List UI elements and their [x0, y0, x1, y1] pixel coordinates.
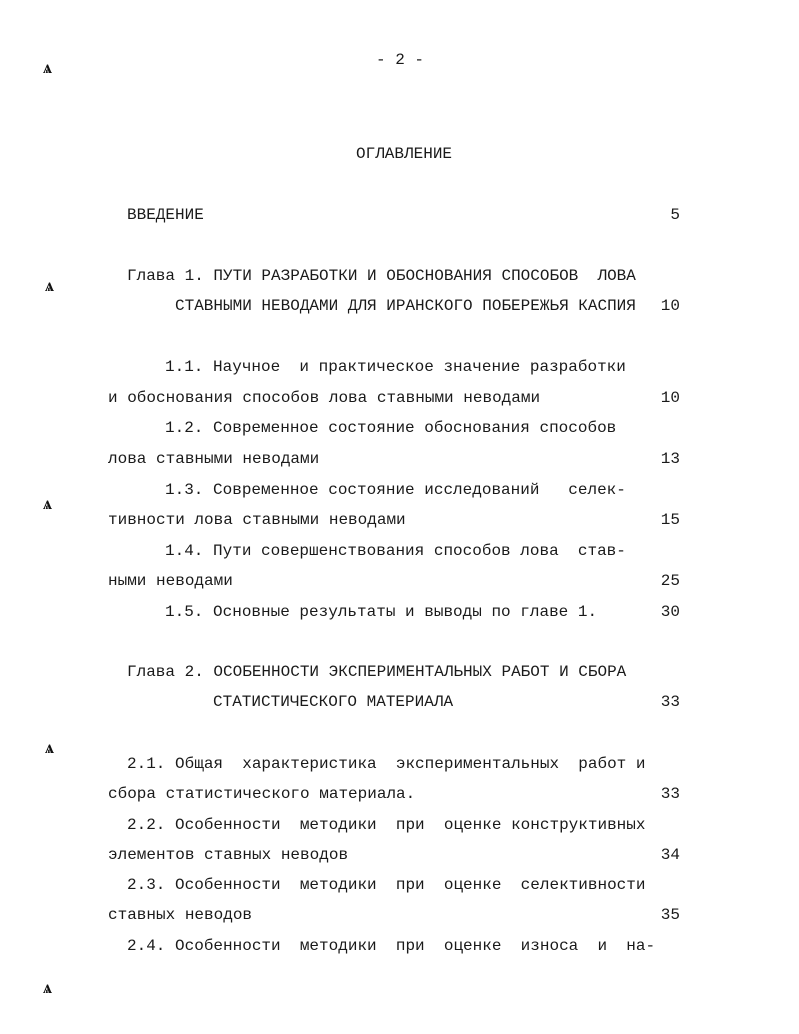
toc-section-1-2-page: 13 — [660, 450, 680, 468]
toc-section-2-3-page: 35 — [660, 906, 680, 924]
toc-chapter1-line2: СТАВНЫМИ НЕВОДАМИ ДЛЯ ИРАНСКОГО ПОБЕРЕЖЬЯ КАСПИЯ — [175, 297, 636, 315]
toc-chapter1-page: 10 — [660, 297, 680, 315]
toc-heading: ОГЛАВЛЕНИЕ — [356, 145, 453, 163]
toc-section-1-5-page: 30 — [660, 603, 680, 621]
toc-chapter2-line2: СТАТИСТИЧЕСКОГО МАТЕРИАЛА — [213, 693, 454, 711]
toc-section-2-4-line1: 2.4. Особенности методики при оценке износа и на- — [127, 937, 656, 955]
toc-chapter2-page: 33 — [660, 693, 680, 711]
toc-section-1-1-page: 10 — [660, 389, 680, 407]
toc-intro-label: ВВЕДЕНИЕ — [127, 206, 204, 224]
toc-section-1-3-line2: тивности лова ставными неводами — [108, 511, 406, 529]
margin-mark-1: ѧ — [43, 57, 52, 78]
toc-section-2-3-line1: 2.3. Особенности методики при оценке селективности — [127, 876, 646, 894]
toc-chapter1-line1: Глава 1. ПУТИ РАЗРАБОТКИ И ОБОСНОВАНИЯ СПОСОБОВ ЛОВА — [127, 267, 636, 285]
toc-section-1-3-line1: 1.3. Современное состояние исследований селек- — [165, 481, 626, 499]
toc-section-2-2-line2: элементов ставных неводов — [108, 846, 349, 864]
margin-mark-3: ѧ — [43, 493, 52, 514]
toc-section-2-1-page: 33 — [660, 785, 680, 803]
toc-section-1-2-line2: лова ставными неводами — [108, 450, 320, 468]
toc-section-2-2-page: 34 — [660, 846, 680, 864]
toc-section-1-4-page: 25 — [660, 572, 680, 590]
toc-section-1-1-line2: и обоснования способов лова ставными неводами — [108, 389, 541, 407]
page-number: - 2 - — [376, 51, 425, 69]
margin-mark-5: ѧ — [43, 977, 52, 998]
toc-section-2-1-line2: сбора статистического материала. — [108, 785, 416, 803]
toc-section-1-1-line1: 1.1. Научное и практическое значение разработки — [165, 358, 626, 376]
toc-section-1-4-line1: 1.4. Пути совершенствования способов лова став- — [165, 542, 626, 560]
toc-section-2-2-line1: 2.2. Особенности методики при оценке конструктивных — [127, 816, 646, 834]
toc-intro-page: 5 — [670, 206, 680, 224]
toc-chapter2-line1: Глава 2. ОСОБЕННОСТИ ЭКСПЕРИМЕНТАЛЬНЫХ РАБОТ И СБОРА — [127, 663, 627, 681]
toc-section-2-3-line2: ставных неводов — [108, 906, 253, 924]
toc-section-1-4-line2: ными неводами — [108, 572, 233, 590]
toc-section-1-5-line1: 1.5. Основные результаты и выводы по главе 1. — [165, 603, 598, 621]
toc-section-1-2-line1: 1.2. Современное состояние обоснования способов — [165, 419, 617, 437]
toc-section-2-1-line1: 2.1. Общая характеристика экспериментальных работ и — [127, 755, 646, 773]
toc-section-1-3-page: 15 — [660, 511, 680, 529]
margin-mark-4: ѧ — [45, 737, 54, 758]
margin-mark-2: ѧ — [45, 275, 54, 296]
